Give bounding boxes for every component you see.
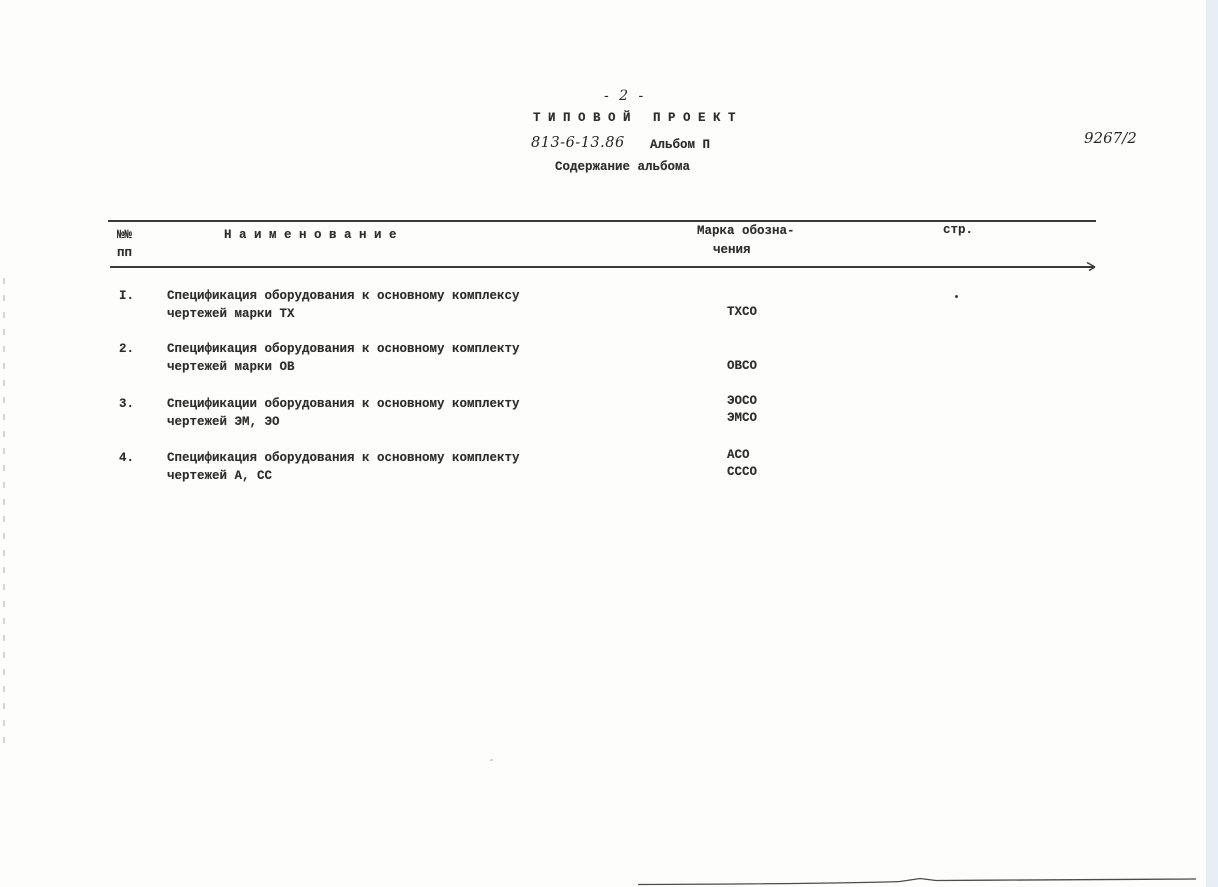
scan-speck-artifact xyxy=(490,759,493,761)
column-header-mark-line1: Марка обозна- xyxy=(697,224,795,238)
project-code-handwritten: 813-6-13.86 xyxy=(531,135,625,151)
scan-right-edge-strip xyxy=(1206,0,1218,887)
table-row xyxy=(0,343,1218,383)
table-row xyxy=(0,290,1218,330)
table-top-rule xyxy=(108,220,1096,222)
contents-subtitle: Содержание альбома xyxy=(555,160,691,174)
document-title: Т И П О В О Й П Р О Е К Т xyxy=(533,111,736,125)
row-name-line2: чертежей марки ТХ xyxy=(167,307,295,321)
column-header-num-line2: пп xyxy=(117,246,133,260)
row-name-line2: чертежей ЭМ, ЭО xyxy=(167,415,280,429)
row-number: 3. xyxy=(119,397,135,411)
ink-dot-artifact xyxy=(955,295,958,298)
row-mark: ОВСО xyxy=(727,359,758,373)
row-mark: СССО xyxy=(727,465,758,479)
column-header-page: стр. xyxy=(943,223,974,237)
scan-bottom-edge-line xyxy=(634,874,1200,887)
sheet-code-handwritten: 9267/2 xyxy=(1084,129,1137,147)
row-name-line1: Спецификации оборудования к основному комплекту xyxy=(167,397,520,411)
album-label: Альбом П xyxy=(650,138,711,152)
row-number: I. xyxy=(119,289,135,303)
row-name-line1: Спецификация оборудования к основному комплексу xyxy=(167,289,520,303)
column-header-mark-line2: чения xyxy=(713,243,751,257)
row-name-line1: Спецификация оборудования к основному комплекту xyxy=(167,342,520,356)
row-name-line2: чертежей А, СС xyxy=(167,469,273,483)
table-row xyxy=(0,394,1218,438)
row-mark: ЭМСО xyxy=(727,411,758,425)
row-mark: АСО xyxy=(727,448,750,462)
table-header-rule xyxy=(110,266,1078,268)
row-name-line1: Спецификация оборудования к основному комплекту xyxy=(167,451,520,465)
row-mark: ТХСО xyxy=(727,305,758,319)
row-mark: ЭОСО xyxy=(727,394,758,408)
column-header-num-line1: №№ xyxy=(117,228,133,242)
row-number: 2. xyxy=(119,342,135,356)
rule-arrow-tick-icon xyxy=(1076,260,1098,273)
row-number: 4. xyxy=(119,451,135,465)
row-name-line2: чертежей марки ОВ xyxy=(167,360,295,374)
scan-left-edge-marks xyxy=(3,278,5,745)
column-header-name: Н а и м е н о в а н и е xyxy=(224,228,397,242)
table-row xyxy=(0,448,1218,492)
page-number: - 2 - xyxy=(604,88,647,104)
